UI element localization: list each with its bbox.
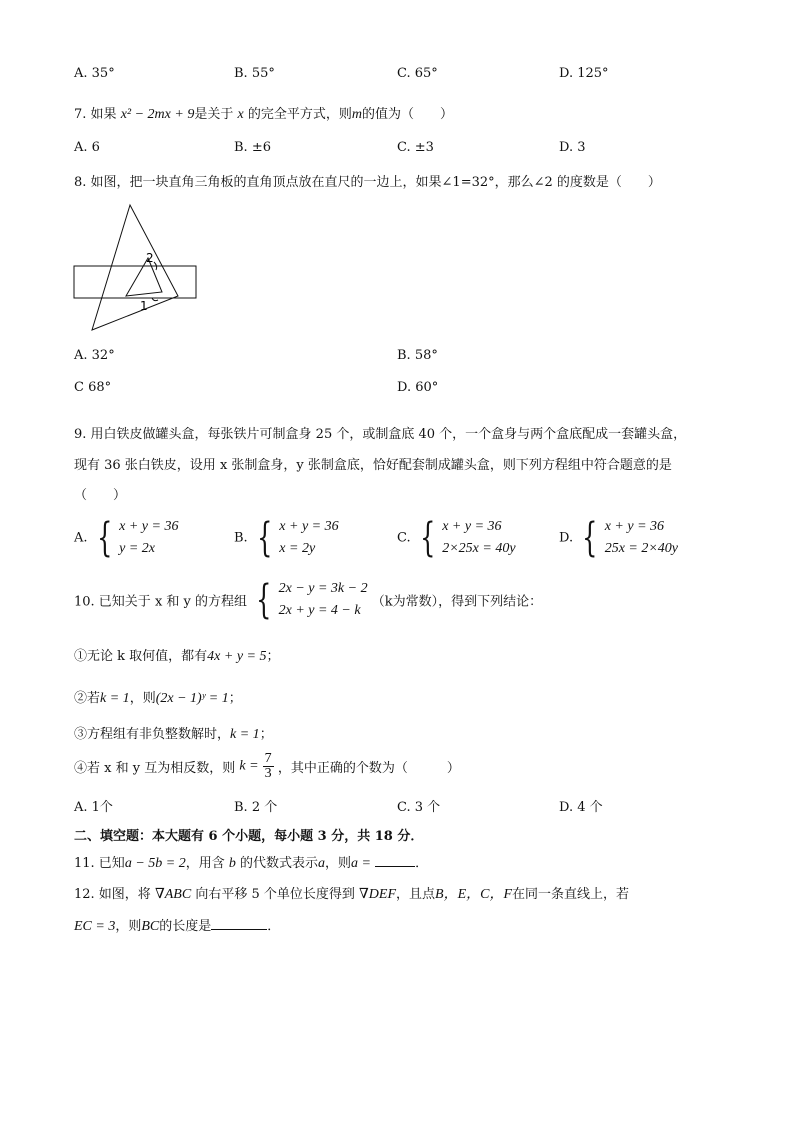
q7-options — [74, 140, 734, 160]
q10-statement-2: ②若k = 1，则(2x − 1)ʸ = 1； — [74, 691, 242, 706]
q10-eq1: 2x − y = 3k − 2 — [278, 581, 368, 596]
q7-stem: 7. 如果 x² − 2mx + 9是关于 x 的完全平方式，则m的值为（ ） — [74, 107, 453, 122]
angle2-label: 2 — [146, 251, 154, 265]
ruler-rect — [74, 266, 196, 298]
q8-figure — [70, 202, 210, 337]
q10-statement-4: ④若 x 和 y 互为相反数，则 k = $\frac{7}{3}$ ，其中正确的个数为（ ） — [74, 751, 460, 781]
q7-option-a: A. 6 — [74, 140, 100, 155]
q12-line2: EC = 3，则BC的长度是 ． — [74, 919, 281, 934]
q6-option-c: C. 65° — [397, 66, 438, 81]
q10-eq2: 2x + y = 4 − k — [278, 603, 361, 618]
q9-option-b: B. { x + y = 36 x = 2y — [234, 515, 339, 561]
q12-line1: 12. 如图，将 ∇ABC 向右平移 5 个单位长度得到 ∇DEF，且点B，E，C，F在同一条直线上，若 — [74, 887, 630, 902]
q11-answer-blank[interactable] — [375, 854, 415, 867]
q7-option-c: C. ±3 — [397, 140, 434, 155]
q12-answer-blank[interactable] — [211, 917, 267, 930]
triangle-outer — [92, 205, 178, 330]
q6-option-a: A. 35° — [74, 66, 115, 81]
q10-fraction: $\frac{7}{3}$ — [264, 751, 272, 781]
triangle-inner — [126, 258, 162, 296]
angle1-label: 1 — [140, 299, 148, 313]
q10-options — [74, 796, 734, 816]
q7-expression: x² − 2mx + 9 — [120, 107, 195, 122]
q6-options — [74, 66, 734, 86]
q9-option-d: D. { x + y = 36 25x = 2×40y — [559, 515, 679, 561]
q10-option-a: A. 1个 — [74, 800, 113, 815]
q9-line1: 9. 用白铁皮做罐头盒，每张铁片可制盒身 25 个，或制盒底 40 个，一个盒身与两个盒底配成一套罐头盒， — [74, 427, 687, 442]
q11-stem: 11. 已知a − 5b = 2，用含 b 的代数式表示a，则a = ． — [74, 856, 429, 871]
q10-stem: 10. 已知关于 x 和 y 的方程组 { 2x − y = 3k − 2 2x + y = 4 − k （k为常数），得到下列结论： — [74, 577, 543, 623]
q10-option-d: D. 4 个 — [559, 800, 603, 815]
q9-line3: （ ） — [74, 488, 127, 503]
q10-option-b: B. 2 个 — [234, 800, 278, 815]
q9-option-a: A. { x + y = 36 y = 2x — [74, 515, 179, 561]
q8-option-d: D. 60° — [397, 380, 439, 395]
q8-stem: 8. 如图，把一块直角三角板的直角顶点放在直尺的一边上，如果∠1=32°，那么∠2 的度数是（ ） — [74, 175, 661, 190]
q7-option-d: D. 3 — [559, 140, 586, 155]
q9-option-c: C. { x + y = 36 2×25x = 40y — [397, 515, 516, 561]
section2-heading: 二、填空题：本大题有 6 个小题，每小题 3 分，共 18 分． — [74, 829, 424, 844]
q9-line2: 现有 36 张白铁皮，设用 x 张制盒身，y 张制盒底，恰好配套制成罐头盒，则下列方程组中符合题意的是 — [74, 458, 672, 473]
q7-option-b: B. ±6 — [234, 140, 271, 155]
q10-statement-1: ①无论 k 取何值，都有4x + y = 5； — [74, 649, 280, 664]
q6-option-b: B. 55° — [234, 66, 275, 81]
q10-option-c: C. 3 个 — [397, 800, 441, 815]
q6-option-d: D. 125° — [559, 66, 609, 81]
q8-option-b: B. 58° — [397, 348, 438, 363]
q8-option-a: A. 32° — [74, 348, 115, 363]
q8-option-c: C 68° — [74, 380, 112, 395]
q10-statement-3: ③方程组有非负整数解时，k = 1； — [74, 727, 273, 742]
